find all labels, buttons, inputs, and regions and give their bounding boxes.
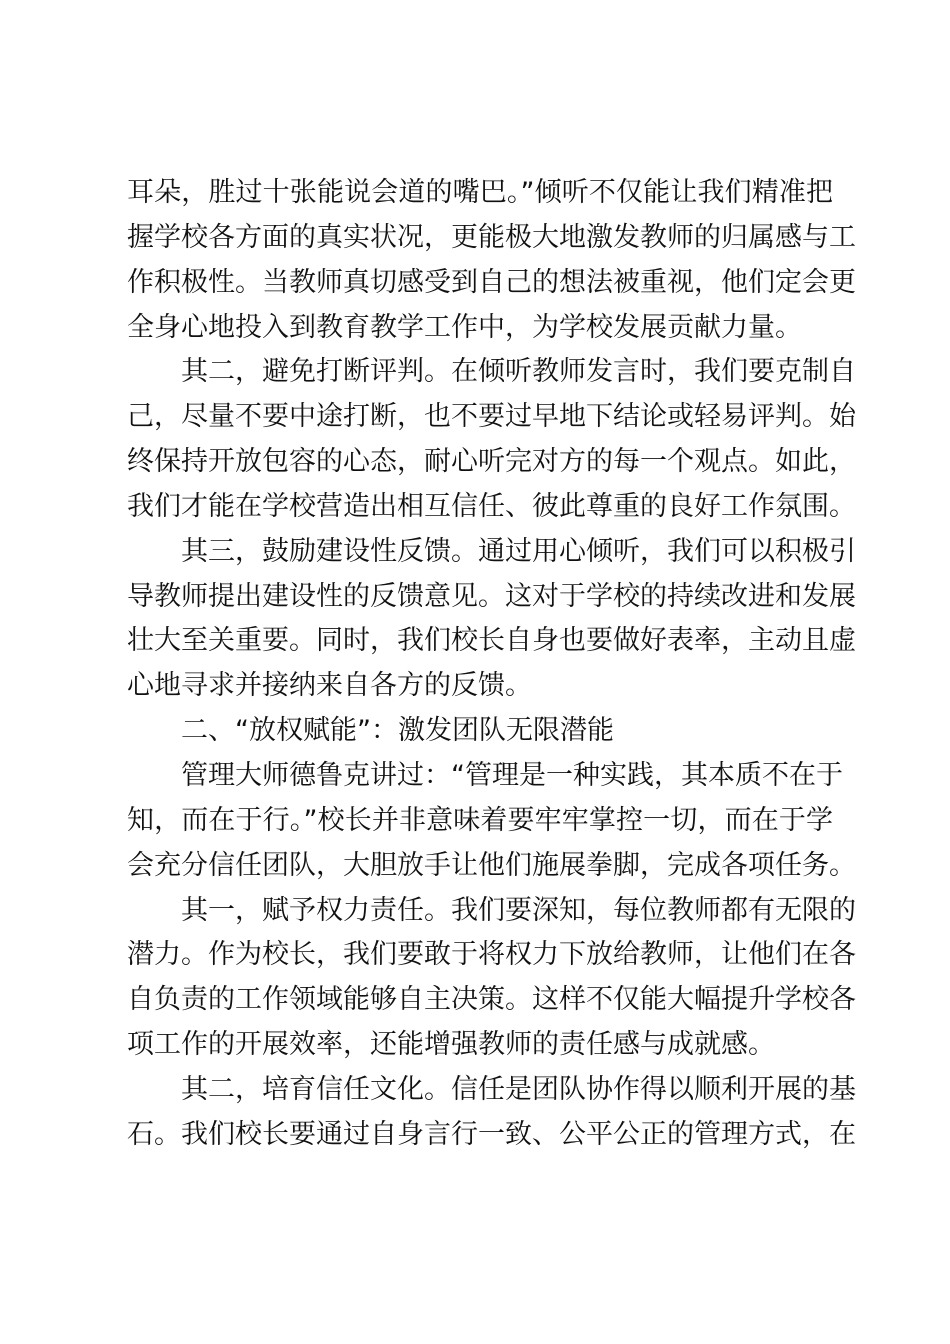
text-line: 耳朵，胜过十张能说会道的嘴巴。”倾听不仅能让我们精准把 xyxy=(127,177,833,208)
text-line: 握学校各方面的真实状况，更能极大地激发教师的归属感与工 xyxy=(127,221,856,253)
body-text xyxy=(127,171,856,1158)
section-heading: 二、“放权赋能”：激发团队无限潜能 xyxy=(181,715,614,747)
text-line: 导教师提出建设性的反馈意见。这对于学校的持续改进和发展 xyxy=(127,580,856,612)
paragraph-start-line: 其三，鼓励建设性反馈。通过用心倾听，我们可以积极引 xyxy=(181,535,856,567)
paragraph-start-line: 其一，赋予权力责任。我们要深知，每位教师都有无限的 xyxy=(181,894,856,926)
text-line: 自负责的工作领域能够自主决策。这样不仅能大幅提升学校各 xyxy=(127,984,856,1016)
text-line: 终保持开放包容的心态，耐心听完对方的每一个观点。如此， xyxy=(127,446,856,478)
text-line: 己，尽量不要中途打断，也不要过早地下结论或轻易评判。始 xyxy=(127,401,856,433)
text-line: 我们才能在学校营造出相互信任、彼此尊重的良好工作氛围。 xyxy=(127,490,856,522)
text-line: 心地寻求并接纳来自各方的反馈。 xyxy=(127,670,532,702)
text-line: 石。我们校长要通过自身言行一致、公平公正的管理方式，在 xyxy=(127,1118,856,1150)
paragraph-start-line: 管理大师德鲁克讲过：“管理是一种实践，其本质不在于 xyxy=(181,759,843,791)
text-line: 作积极性。当教师真切感受到自己的想法被重视，他们定会更 xyxy=(127,266,856,298)
text-line: 会充分信任团队，大胆放手让他们施展拳脚，完成各项任务。 xyxy=(127,849,856,881)
text-line: 潜力。作为校长，我们要敢于将权力下放给教师，让他们在各 xyxy=(127,939,856,971)
paragraph-start-line: 其二，避免打断评判。在倾听教师发言时，我们要克制自 xyxy=(181,356,856,388)
text-line: 知，而在于行。”校长并非意味着要牢牢掌控一切，而在于学 xyxy=(127,804,833,836)
text-line: 项工作的开展效率，还能增强教师的责任感与成就感。 xyxy=(127,1029,775,1061)
text-line: 壮大至关重要。同时，我们校长自身也要做好表率，主动且虚 xyxy=(127,625,856,657)
paragraph-start-line: 其二，培育信任文化。信任是团队协作得以顺利开展的基 xyxy=(181,1073,856,1105)
text-line: 全身心地投入到教育教学工作中，为学校发展贡献力量。 xyxy=(127,311,802,343)
